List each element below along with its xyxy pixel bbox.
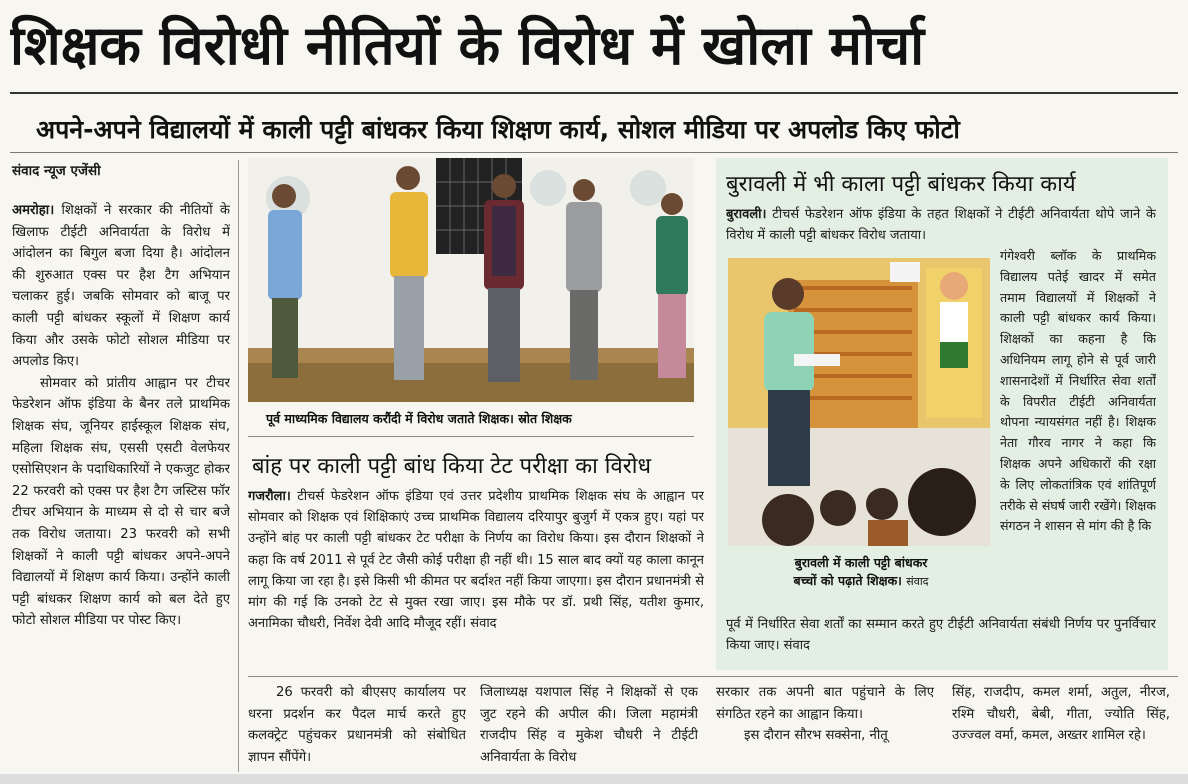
photo1-caption: पूर्व माध्यमिक विद्यालय करौंदी में विरोध जताते शिक्षक। स्रोत शिक्षक [266,411,572,426]
story2-heading: बांह पर काली पट्टी बांध किया टेट परीक्षा का विरोध [252,454,651,479]
subheadline: अपने-अपने विद्यालयों में काली पट्टी बांधकर किया शिक्षण कार्य, सोशल मीडिया पर अपलोड किए फोटो [36,115,960,144]
photo-teachers-group-image [248,158,694,402]
photo-classroom [728,258,990,546]
main-para-3: 26 फरवरी को बीएसए कार्यालय पर धरना प्रदर्शन कर पैदल मार्च करते हुए कलक्ट्रेट पहुंचकर प्रधानमंत्री को संबोधित ज्ञापन सौंपेंगे। [248,685,466,765]
headline-rule [10,92,1178,94]
classroom-caption-line1: बुरावली में काली पट्टी बांधकर [794,555,928,570]
main-para-6-col [952,682,1170,772]
photo-teachers-group [248,158,694,402]
story3-intro-text: टीचर्स फेडरेशन ऑफ इंडिया के तहत शिक्षकों ने टीईटी अनिवार्यता थोपे जाने के विरोध में काली पट्टी बांधकर विरोध जताया। [726,207,1156,243]
main-para-1: शिक्षकों ने सरकार की नीतियों के खिलाफ टीईटी अनिवार्यता के विरोध में आंदोलन का बिगुल बजा दिया है। आंदोलन की शुरुआत एक्स पर हैश टैग अभियान चलाकर हुई। जबकि सोमवार को बाजू पर काली पट्टी बांधकर स्कूलों में शिक्षण कार्य किया और उसके फोटो सोशल मीडिया पर अपलोड किए। [12,203,230,370]
main-para-4: जिलाध्यक्ष यशपाल सिंह ने शिक्षकों से एक जुट रहने की अपील की। जिला महामंत्री राजदीप सिंह व मुकेश चौधरी ने टीईटी अनिवार्यता के विरोध [480,685,698,765]
main-para-5-col [716,682,934,772]
main-story-column [12,200,230,772]
story3-tail [726,614,1156,658]
story2-text: टीचर्स फेडरेशन ऑफ इंडिया एवं उत्तर प्रदेशीय प्राथमिक शिक्षक संघ के आह्वान पर सोमवार को शिक्षक एवं शिक्षिकाएं उच्च प्राथमिक विद्यालय दरियापुर बुजुर्ग में एकत्र हुए। यहां पर उन्होंने बांह पर काली पट्टी बांधकर टेट परीक्षा के निर्णय का विरोध किया। इस दौरान शिक्षकों ने कहा कि वर्ष 2011 से पूर्व टेट जैसी कोई परीक्षा ही नहीं थी। 15 साल बाद क्यों यह काला कानून लागू किया जा रहा है। इसे किसी भी कीमत पर बर्दाश्त नहीं किया जाएगा। इस दौरान प्रधानमंत्री से मांग की गई कि उनको टेट से मुक्त रखा जाए। इस मौके पर डॉ. प्रथी सिंह, यतीश कुमार, अनामिका चौधरी, निर्वेश देवी आदि मौजूद रहीं। [248,489,704,632]
story3-heading: बुरावली में भी काला पट्टी बांधकर किया कार्य [726,172,1076,197]
classroom-caption-credit: संवाद [906,575,929,588]
story3-tail-text: पूर्व में निर्धारित सेवा शर्तों का सम्मान करते हुए टीईटी अनिवार्यता संबंधी निर्णय पर पुनर्विचार किया जाए। [726,617,1156,653]
main-para-2: सोमवार को प्रांतीय आह्वान पर टीचर फेडरेशन ऑफ इंडिया के बैनर तले प्राथमिक शिक्षक संघ, जूनियर हाईस्कूल शिक्षक संघ, महिला शिक्षक संघ, एससी एसटी वेलफेयर एसोसिएशन के पदाधिकारियों ने एकजुट होकर 22 फरवरी को एक्स पर हैश टैग जस्टिस फॉर टीचर अभियान के माध्यम से दो से चार बजे तक विरोध जताया। 23 फरवरी को सभी शिक्षकों ने काली पट्टी बांधकर अपने-अपने विद्यालयों में शिक्षण कार्य किया। उन्होंने काली पट्टी बांधकर शिक्षण कार्य को बल देते हुए फोटो सोशल मीडिया पर पोस्ट किए। [12,375,230,629]
byline: संवाद न्यूज एजेंसी [12,163,101,179]
classroom-caption-line2: बच्चों को पढ़ाते शिक्षक। [793,573,902,588]
story3-side-text: गंगेश्वरी ब्लॉक के प्राथमिक विद्यालय पतेई खादर में समेत तमाम विद्यालयों में शिक्षकों ने काली पट्टी बांधकर कार्य किया। शिक्षकों का कहना है कि अधिनियम लागू होने से पूर्व जारी शासनादेशों में निर्धारित सेवा शर्तों के विपरीत टीईटी अनिवार्यता थोपना न्यायसंगत नहीं है। शिक्षक नेता गौरव नागर ने कहा कि शिक्षक अपने अधिकारों की रक्षा के लिए लोकतांत्रिक एवं शांतिपूर्ण तरीके से संघर्ष जारी रखेंगे। शिक्षक संगठन ने शासन से मांग की है कि [1000,248,1156,534]
story3-credit: संवाद [783,638,810,653]
story3-dateline: बुरावली। [726,207,767,222]
bottom-rule [248,676,1178,677]
main-para-6: सिंह, राजदीप, कमल शर्मा, अतुल, नीरज, रश्मि चौधरी, बेबी, गीता, ज्योति सिंह, उज्ज्वल वर्मा, कमल, अख्तर शामिल रहे। [952,685,1170,744]
col-divider-1 [238,160,239,772]
main-para-5a: सरकार तक अपनी बात पहुंचाने के लिए संगठित रहने का आह्वान किया। [716,685,934,722]
photo1-rule [248,436,694,437]
subhead-rule [10,152,1178,153]
main-dateline: अमरोहा। [12,203,55,218]
main-para-4-col [480,682,698,772]
story2-dateline: गजरौला। [248,489,291,504]
story3-intro [726,204,1156,248]
headline: शिक्षक विरोधी नीतियों के विरोध में खोला मोर्चा [10,14,925,77]
main-para-5b: इस दौरान सौरभ सक्सेना, नीतू [744,728,888,744]
story2-body [248,486,704,670]
story2-credit: संवाद [470,616,497,632]
photo-classroom-image [728,258,990,546]
classroom-caption [736,554,986,594]
main-para-3-col [248,682,466,772]
next-article-strip [0,774,1188,784]
